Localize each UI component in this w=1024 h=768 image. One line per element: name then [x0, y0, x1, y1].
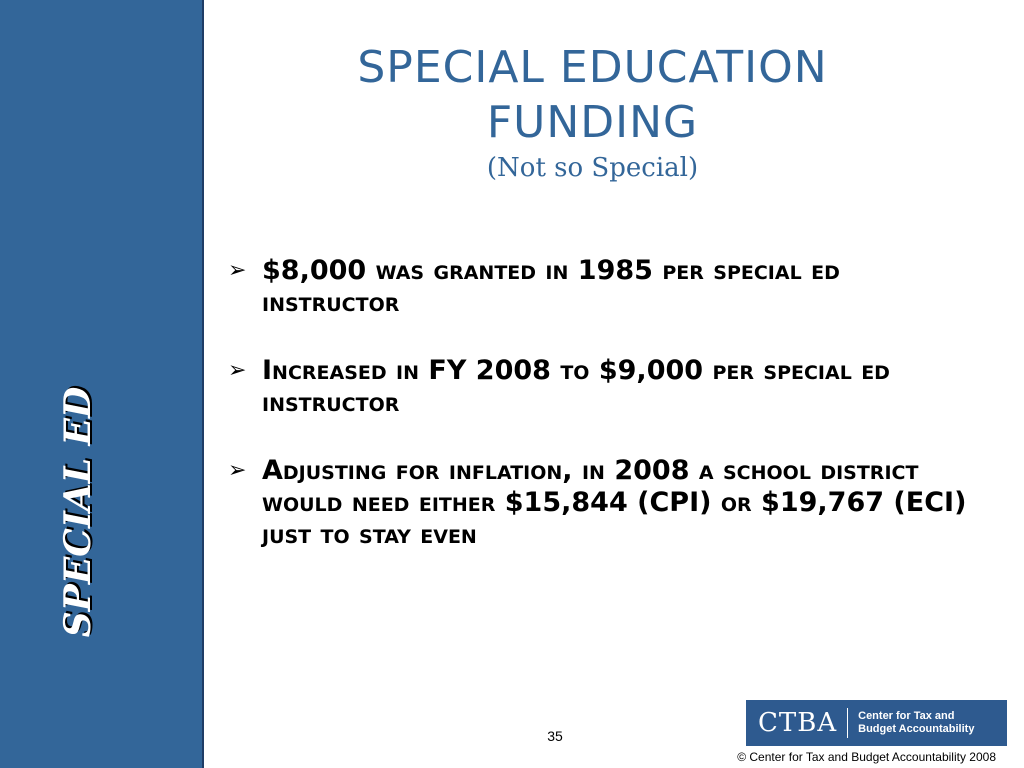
sidebar-label: SPECIAL ED [57, 386, 99, 638]
slide-title [210, 40, 975, 150]
page-number: 35 [547, 728, 563, 744]
arrowhead-bullet-icon: ➢ [228, 458, 247, 483]
ctba-logo [746, 700, 1007, 746]
bullet-item [228, 355, 968, 419]
title-block [210, 40, 975, 184]
bullet-list [228, 255, 968, 587]
arrowhead-bullet-icon: ➢ [228, 358, 247, 383]
slide-title-line2: FUNDING [486, 97, 699, 148]
bullet-text: Increased in FY 2008 to $9,000 per special ed instructor [262, 355, 890, 418]
slide-subtitle: (Not so Special) [486, 153, 699, 183]
bullet-item [228, 455, 968, 551]
slide-title-line1: SPECIAL EDUCATION [357, 42, 828, 93]
arrowhead-bullet-icon: ➢ [228, 258, 247, 283]
bullet-text: $8,000 was granted in 1985 per special ed instructor [262, 255, 840, 318]
logo-text-line2: Budget Accountability [858, 723, 975, 735]
logo-text-line1: Center for Tax and [858, 710, 955, 722]
logo-mark: CTBA [758, 708, 848, 738]
bullet-item [228, 255, 968, 319]
bullet-text: Adjusting for inflation, in 2008 a school district would need either $15,844 (CPI) or $19,767 (ECI) just to stay even [262, 455, 967, 550]
sidebar-panel [0, 0, 204, 768]
logo-text [848, 710, 974, 736]
copyright-notice: © Center for Tax and Budget Accountability 2008 [737, 750, 996, 764]
